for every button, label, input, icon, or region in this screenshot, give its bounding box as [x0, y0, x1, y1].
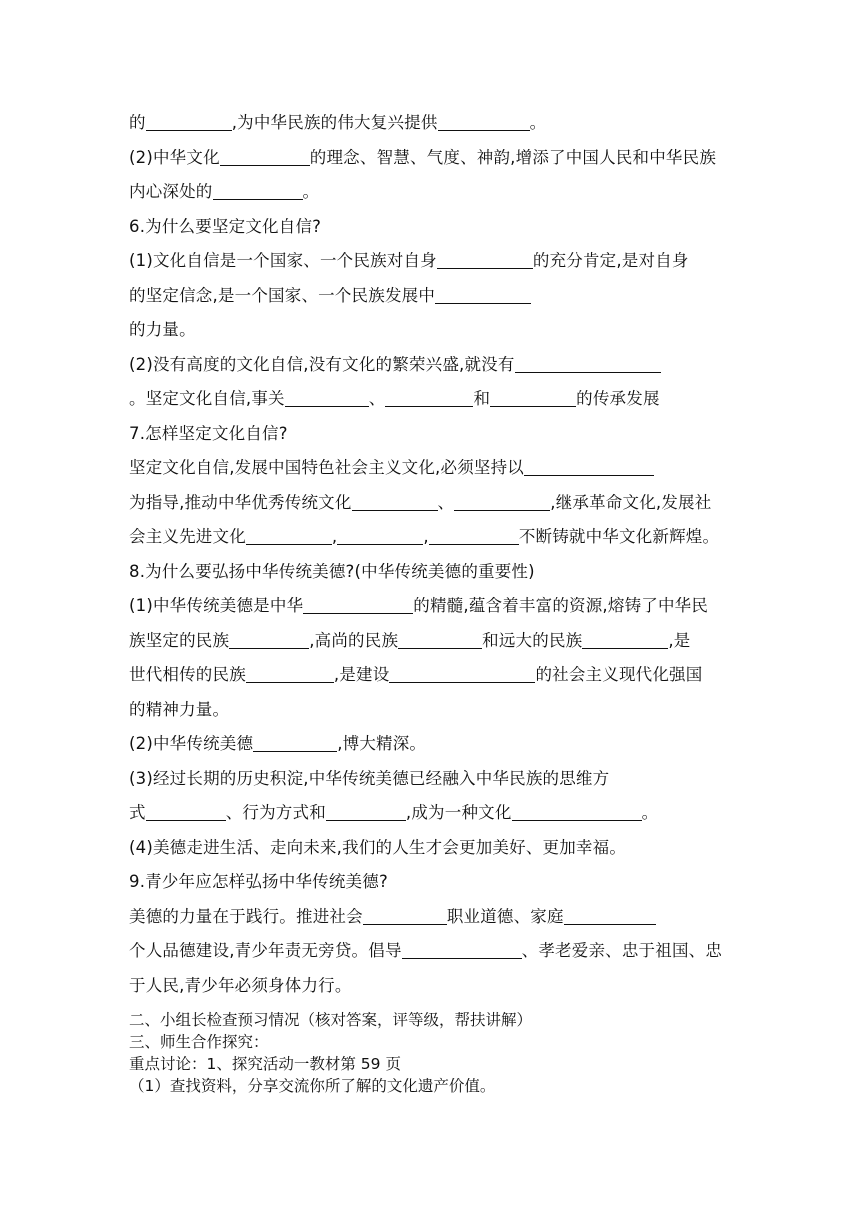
line-text: 、	[368, 389, 386, 408]
line-text: 为指导,推动中华优秀传统文化	[129, 492, 352, 512]
text-line	[129, 934, 731, 969]
line-text: 9.青少年应怎样弘扬中华传统美德?	[129, 872, 388, 891]
line-text: (1)中华传统美德是中华	[129, 596, 304, 615]
answer-blank[interactable]	[337, 526, 423, 545]
text-line	[129, 106, 731, 141]
line-text: 会主义先进文化	[129, 527, 246, 546]
line-text: ,博大精深。	[337, 734, 427, 753]
line-text: ,为中华民族的伟大复兴提供	[231, 113, 438, 132]
line-text: 的精髓,蕴含着丰富的资源,熔铸了中华民	[413, 596, 709, 615]
line-text: 职业道德、家庭	[446, 906, 564, 926]
answer-blank[interactable]	[385, 388, 473, 407]
text-line	[129, 210, 731, 245]
text-line	[129, 279, 731, 314]
text-line	[129, 555, 731, 590]
line-text: 美德的力量在于践行。推进社会	[129, 906, 363, 926]
line-text: 。坚定文化自信,事关	[129, 389, 285, 408]
line-text: 的坚定信念,是一个国家、一个民族发展中	[129, 285, 436, 305]
answer-blank[interactable]	[429, 526, 519, 545]
answer-blank[interactable]	[146, 802, 226, 821]
text-line	[129, 727, 731, 762]
document-body	[129, 106, 731, 1097]
answer-blank[interactable]	[564, 906, 656, 925]
text-line	[129, 865, 731, 900]
answer-blank[interactable]	[303, 595, 413, 614]
line-text: 和远大的民族	[482, 630, 583, 650]
text-line	[129, 589, 731, 624]
line-text: 。	[529, 113, 547, 132]
text-line	[129, 451, 731, 486]
section-three-heading: 三、师生合作探究：	[129, 1033, 269, 1051]
answer-blank[interactable]	[229, 630, 309, 649]
line-text: 坚定文化自信,发展中国特色社会主义文化,必须坚持以	[129, 458, 524, 477]
line-text: 6.为什么要坚定文化自信?	[129, 216, 322, 236]
answer-blank[interactable]	[246, 526, 332, 545]
answer-blank[interactable]	[389, 664, 535, 683]
answer-blank[interactable]	[438, 112, 530, 131]
text-line	[129, 796, 731, 831]
line-text: 的充分肯定,是对自身	[532, 251, 689, 270]
line-text: ,继承革命文化,发展社	[550, 492, 712, 512]
line-text: ,是建设	[333, 665, 390, 684]
answer-blank[interactable]	[515, 354, 661, 373]
line-text: 式	[129, 803, 146, 822]
line-text: ,是	[668, 630, 691, 650]
line-text: 、孝老爱亲、忠于祖国、忠	[521, 941, 723, 960]
line-text: 内心深处的	[129, 182, 213, 201]
answer-blank[interactable]	[246, 664, 334, 683]
answer-blank[interactable]	[437, 250, 533, 269]
text-line	[129, 313, 731, 348]
answer-blank[interactable]	[454, 492, 550, 511]
line-text: 8.为什么要弘扬中华传统美德?(中华传统美德的重要性)	[129, 561, 535, 581]
section-two-heading: 二、小组长检查预习情况（核对答案，评等级，帮扶讲解）	[129, 1011, 533, 1029]
line-text: 不断铸就中华文化新辉煌。	[518, 527, 720, 546]
discussion-line: 重点讨论：1、探究活动一教材第 59 页	[129, 1055, 401, 1073]
text-line	[129, 624, 731, 659]
line-text: 的社会主义现代化强国	[535, 665, 703, 684]
answer-blank[interactable]	[402, 940, 522, 959]
text-line	[129, 244, 731, 279]
line-text: 、	[437, 492, 455, 512]
text-line	[129, 348, 731, 383]
answer-blank[interactable]	[490, 388, 576, 407]
text-line	[129, 969, 731, 1004]
line-text: (3)经过长期的历史积淀,中华传统美德已经融入中华民族的思维方	[129, 768, 610, 788]
answer-blank[interactable]	[220, 147, 310, 166]
answer-blank[interactable]	[146, 112, 232, 131]
line-text: 的精神力量。	[129, 699, 230, 719]
line-text: (4)美德走进生活、走向未来,我们的人生才会更加美好、更加幸福。	[129, 837, 627, 857]
line-text: 的传承发展	[576, 389, 660, 408]
line-text: 于人民,青少年必须身体力行。	[129, 975, 352, 995]
line-text: 和	[473, 389, 491, 408]
answer-blank[interactable]	[435, 285, 531, 304]
line-text: 。	[302, 182, 320, 201]
line-text: 世代相传的民族	[129, 665, 246, 684]
section-list	[129, 1009, 731, 1097]
line-text: (1)文化自信是一个国家、一个民族对自身	[129, 251, 437, 270]
line-text: ,成为一种文化	[405, 803, 512, 822]
line-text: ,	[331, 527, 338, 546]
answer-blank[interactable]	[363, 906, 447, 925]
line-text: 的	[129, 113, 146, 132]
text-line	[129, 175, 731, 210]
text-line	[129, 417, 731, 452]
line-text: (2)中华传统美德	[129, 734, 254, 753]
text-line	[129, 693, 731, 728]
line-text: 、行为方式和	[225, 803, 326, 822]
text-line	[129, 658, 731, 693]
line-text: ,高尚的民族	[309, 630, 399, 650]
answer-blank[interactable]	[326, 802, 406, 821]
answer-blank[interactable]	[253, 733, 337, 752]
line-text: 7.怎样坚定文化自信?	[129, 423, 288, 443]
text-line	[129, 520, 731, 555]
text-line	[129, 382, 731, 417]
line-text: (2)中华文化	[129, 147, 220, 167]
answer-blank[interactable]	[398, 630, 482, 649]
discussion-question: （1）查找资料，分享交流你所了解的文化遗产价值。	[129, 1077, 496, 1095]
text-line	[129, 486, 731, 521]
line-text: (2)没有高度的文化自信,没有文化的繁荣兴盛,就没有	[129, 354, 515, 374]
answer-blank[interactable]	[285, 388, 369, 407]
line-text: 的理念、智慧、气度、神韵,增添了中国人民和中华民族	[309, 147, 717, 167]
answer-blank[interactable]	[352, 492, 438, 511]
line-text: 族坚定的民族	[129, 630, 230, 650]
answer-blank[interactable]	[524, 457, 654, 476]
text-line	[129, 762, 731, 797]
answer-blank[interactable]	[213, 181, 303, 200]
text-line	[129, 900, 731, 935]
line-text: 个人品德建设,青少年责无旁贷。倡导	[129, 941, 402, 960]
answer-blank[interactable]	[512, 802, 642, 821]
text-line	[129, 141, 731, 176]
line-text: 的力量。	[129, 320, 196, 339]
text-line	[129, 831, 731, 866]
line-text: 。	[641, 803, 659, 822]
answer-blank[interactable]	[582, 630, 668, 649]
fill-in-lines	[129, 106, 731, 1003]
line-text: ,	[423, 527, 429, 546]
